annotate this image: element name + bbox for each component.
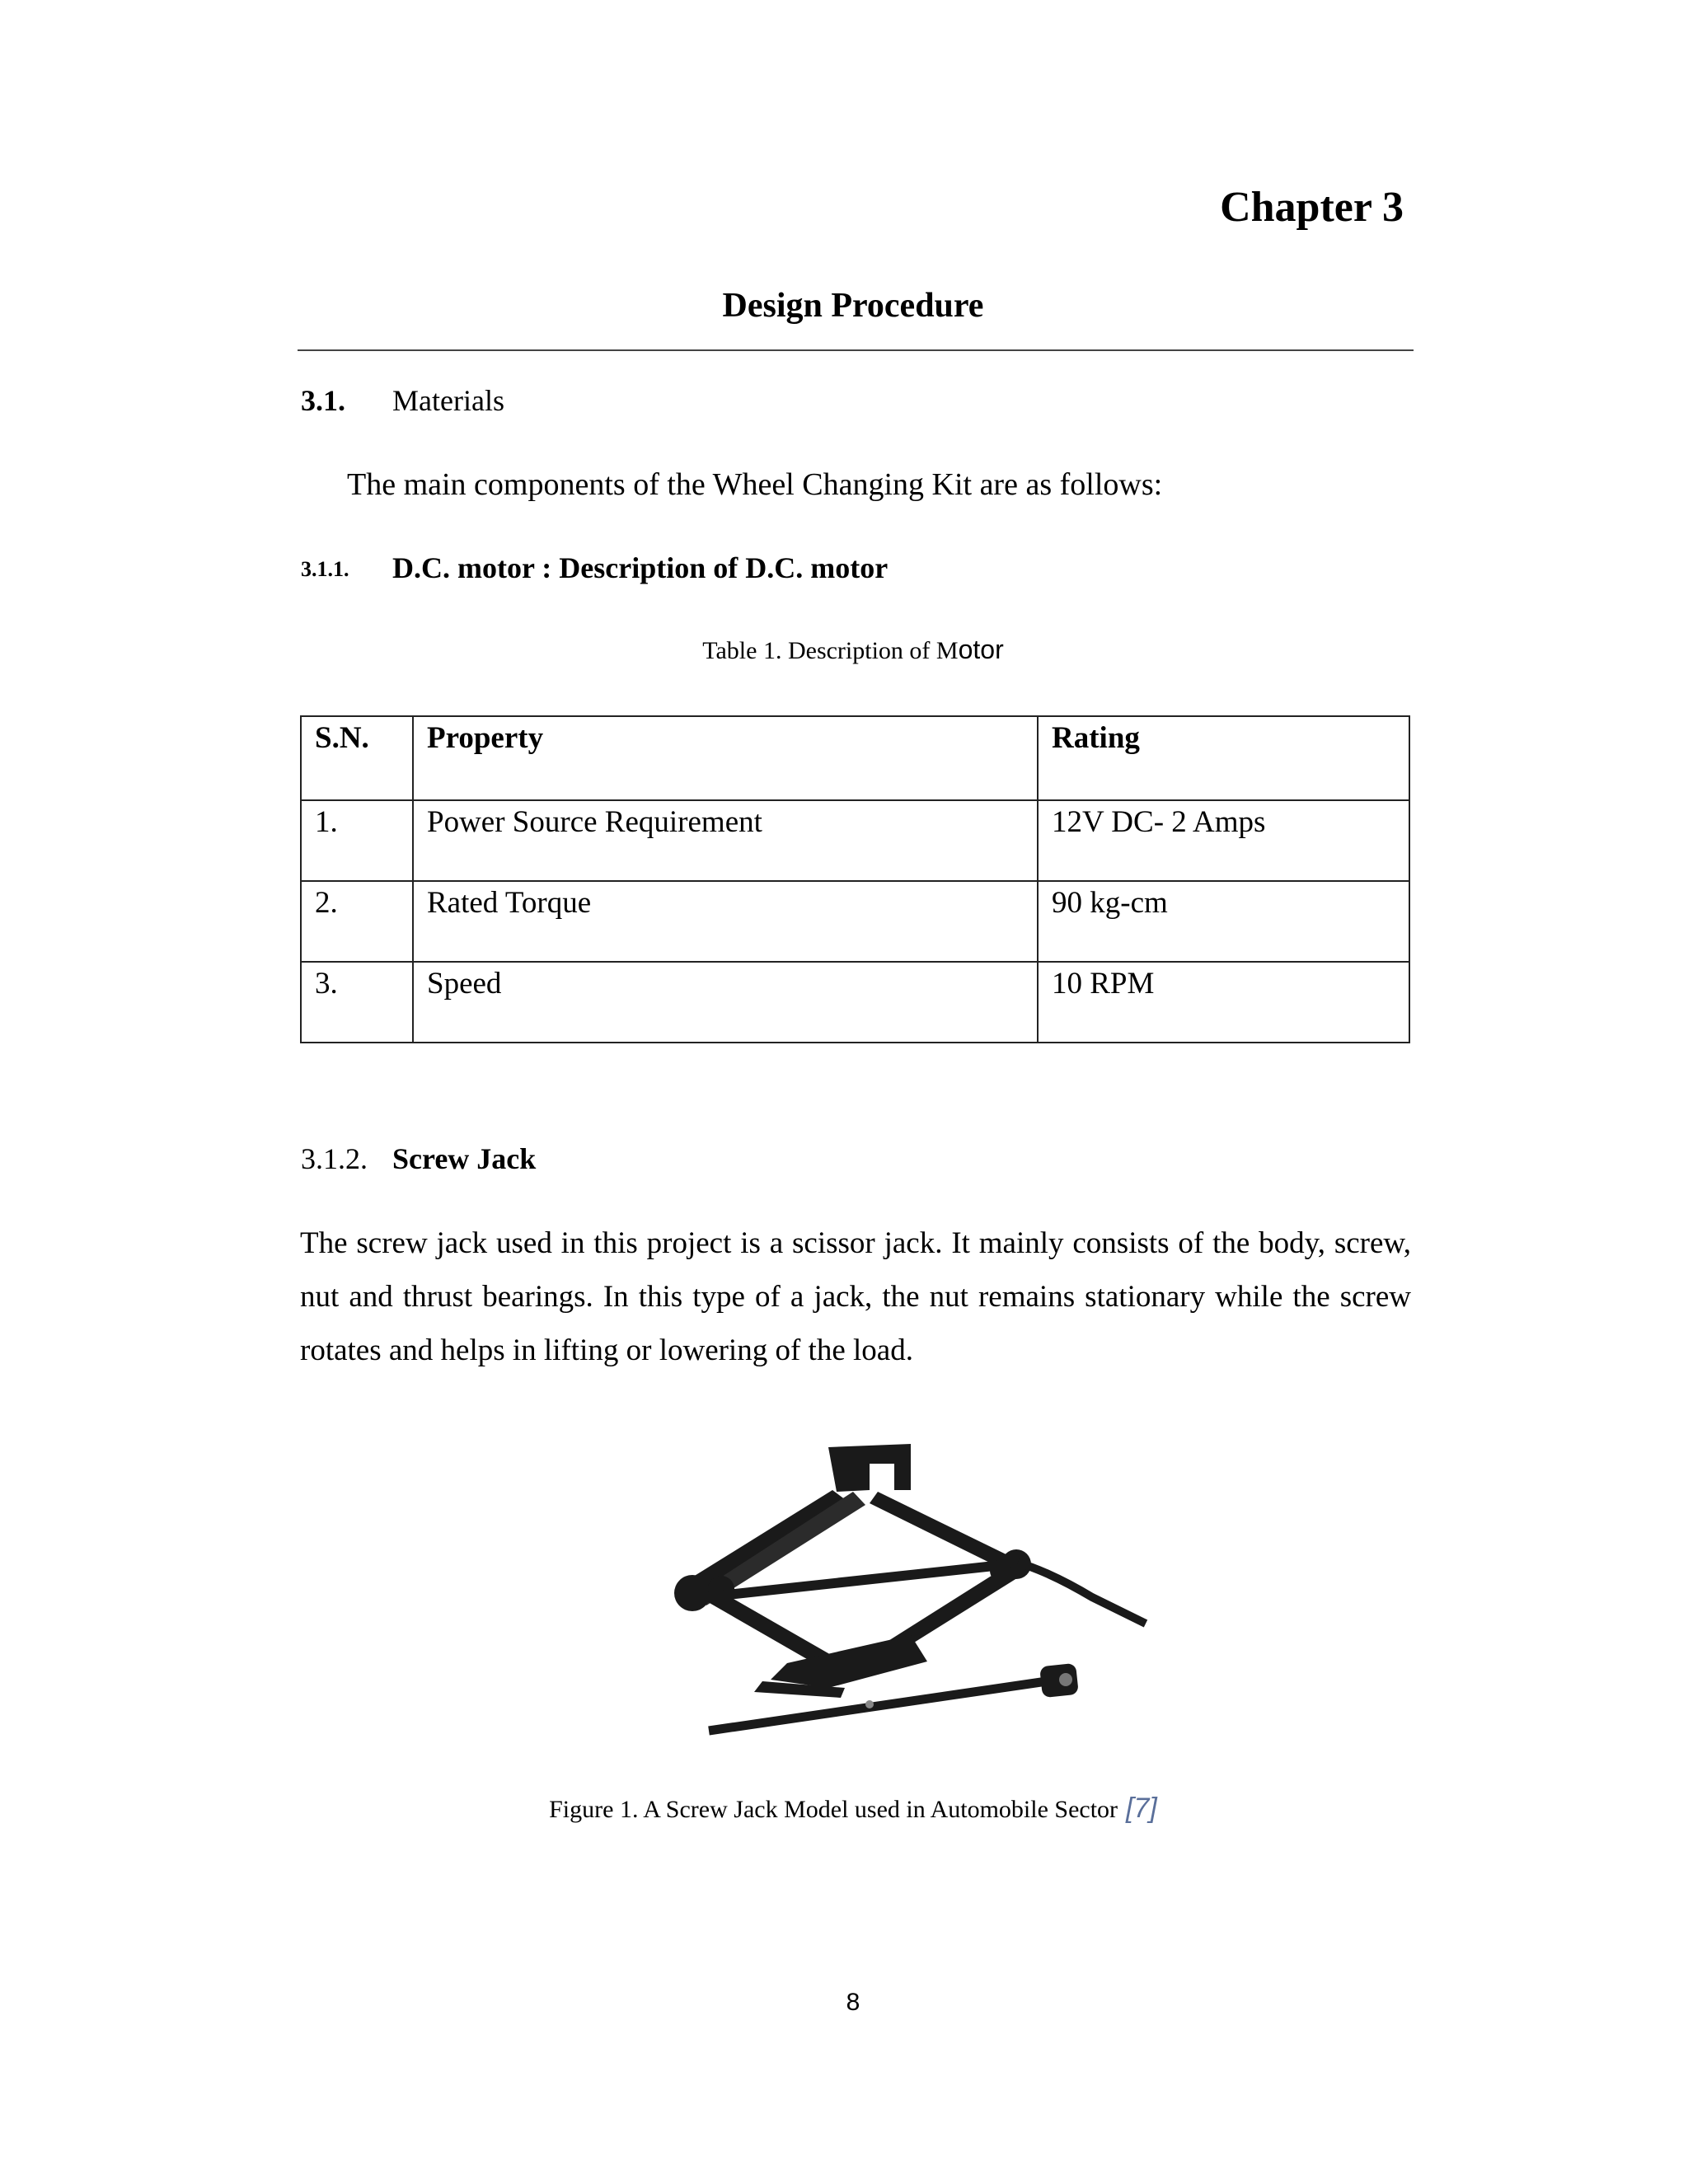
- screw-jack-figure: [663, 1441, 1150, 1746]
- table-cell: 2.: [301, 881, 413, 962]
- table-header-row: [301, 716, 1409, 800]
- title-divider: [298, 349, 1414, 351]
- motor-spec-table: [300, 715, 1410, 1043]
- section-title: Materials: [392, 384, 504, 417]
- subsection-number: 3.1.2.: [301, 1142, 368, 1175]
- chapter-heading: Chapter 3: [1220, 184, 1404, 231]
- figure-caption: [0, 1793, 1688, 1825]
- section-number: 3.1.: [301, 384, 345, 417]
- page-title: Design Procedure: [722, 287, 984, 325]
- table-cell: Power Source Requirement: [413, 800, 1038, 881]
- body-paragraph: The screw jack used in this project is a scissor jack. It mainly consists of the body, screw, nut and thrust bearings. In this type of a jack, the nut remains stationary while the screw rotates and helps in lifting or lowering of the load.: [300, 1226, 1411, 1367]
- table-cell: 90 kg-cm: [1038, 881, 1409, 962]
- table-cell: Speed: [413, 962, 1038, 1043]
- table-cell: 12V DC- 2 Amps: [1038, 800, 1409, 881]
- table-caption: [0, 635, 1688, 665]
- table-cell: 3.: [301, 962, 413, 1043]
- subsection-title: D.C. motor : Description of D.C. motor: [392, 551, 889, 584]
- citation-link[interactable]: [7]: [1126, 1793, 1157, 1824]
- table-caption-main: Table 1. Description of M: [702, 637, 959, 664]
- table-caption-tail: otor: [958, 635, 1004, 664]
- page-number: 8: [846, 1989, 860, 2016]
- figure-caption-text: Figure 1. A Screw Jack Model used in Automobile Sector: [549, 1796, 1118, 1823]
- table-row: [301, 800, 1409, 881]
- header-rating: Rating: [1038, 716, 1409, 800]
- table-cell: 10 RPM: [1038, 962, 1409, 1043]
- header-property: Property: [413, 716, 1038, 800]
- subsection-title: Screw Jack: [392, 1142, 537, 1175]
- table-cell: 1.: [301, 800, 413, 881]
- table-row: [301, 881, 1409, 962]
- subsection-number: 3.1.1.: [301, 557, 349, 581]
- intro-text: The main components of the Wheel Changing Kit are as follows:: [347, 467, 1163, 502]
- header-sn: S.N.: [301, 716, 413, 800]
- table-row: [301, 962, 1409, 1043]
- table-cell: Rated Torque: [413, 881, 1038, 962]
